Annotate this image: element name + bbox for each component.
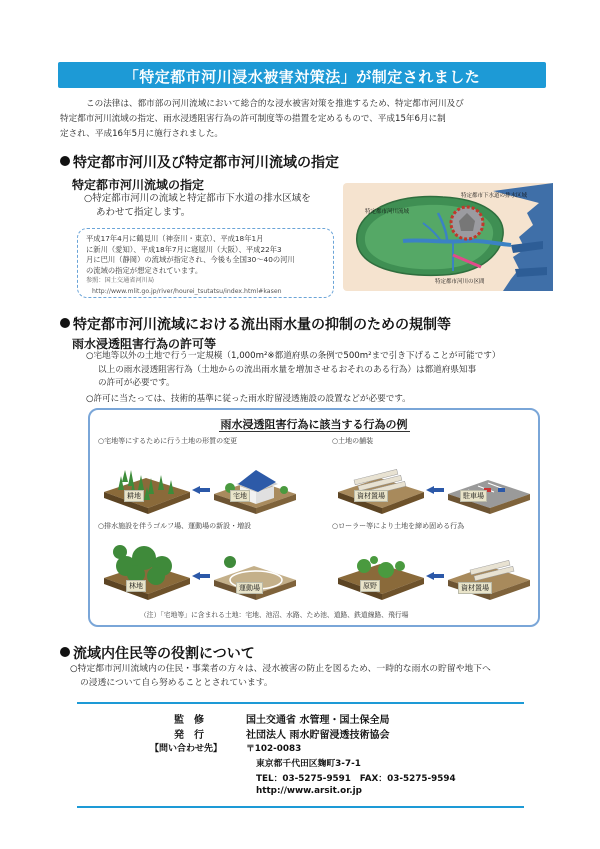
section1-text <box>84 192 311 220</box>
postal-code: 〒102-0083 <box>246 744 302 754</box>
examples-title: 雨水浸透阻害行為に該当する行為の例 <box>220 418 408 431</box>
section1-line: ○特定都市河川の流域と特定都市下水道の排水区域を <box>84 193 311 204</box>
intro-line: 定され、平成16年5月に施行されました。 <box>60 129 224 139</box>
intro-line: 特定都市河川流域の指定、雨水浸透阻害行為の許可制度等の措置を定めるもので、平成15年6月に制 <box>60 114 446 124</box>
example-caption: ○ローラー等により土地を締め固める行為 <box>332 522 465 530</box>
tel-fax: TEL：03-5275-9591 FAX：03-5275-9594 <box>256 774 456 784</box>
section3-line: の浸透について自ら努めることとされています。 <box>80 677 273 688</box>
section3-heading <box>60 643 255 663</box>
section2-subheading: 雨水浸透阻害行為の許可等 <box>72 337 217 351</box>
field-to-material-yard-illustration <box>334 532 534 604</box>
page-title: 「特定都市河川浸水被害対策法」が制定されました <box>123 68 481 86</box>
example-label-to: 資材置場 <box>458 582 492 594</box>
map-label-river: 特定都市河川流域 <box>365 209 410 215</box>
intro-line: この法律は、都市部の河川流域において総合的な浸水被害対策を推進するため、特定都市河川及び <box>86 99 464 109</box>
note-reference: 参照：国土交通省河川局 <box>86 277 155 284</box>
example-label-from: 林地 <box>126 580 146 592</box>
address: 東京都千代田区麹町3-7-1 <box>256 759 361 769</box>
publish-value: 社団法人 雨水貯留浸透技術協会 <box>246 730 390 741</box>
section2-text <box>86 350 556 391</box>
map-label-section: 特定都市河川の区間 <box>435 279 485 285</box>
section2-heading <box>60 314 451 334</box>
section1-line: あわせて指定します。 <box>96 207 191 218</box>
section2-line: ○宅地等以外の土地で行う一定規模（1,000m²※都道府県の条例で500m²まで引き下げることが可能です） <box>86 351 501 361</box>
example-caption: ○土地の舗装 <box>332 437 374 445</box>
section1-heading <box>60 152 339 172</box>
map-label-sewer: 特定都市下水道の排水区域 <box>461 193 528 199</box>
bullet-icon <box>60 647 70 657</box>
bullet-icon <box>60 318 70 328</box>
section2-line: の許可が必要です。 <box>98 378 175 388</box>
bullet-icon <box>60 156 70 166</box>
example-label-to: 駐車場 <box>460 490 487 502</box>
footer-divider <box>77 806 524 808</box>
example-label-from: 原野 <box>360 580 380 592</box>
footer-divider <box>77 702 524 704</box>
example-label-to: 宅地 <box>230 490 250 502</box>
section2-line: 以上の雨水浸透阻害行為（土地からの流出雨水量を増加させるおそれのある行為）は都道府県知事 <box>98 364 477 375</box>
note-line: に新川（愛知）、平成18年7月に寝屋川（大阪）、平成22年3 <box>86 244 282 254</box>
supervise-label: 監 修 <box>174 715 204 726</box>
note-url[interactable]: http://www.mlit.go.jp/river/hourei_tsutatsu/index.html#kasen <box>92 287 282 295</box>
example-label-from: 耕地 <box>124 490 144 502</box>
title-banner <box>58 62 546 88</box>
forest-to-sports-ground-illustration <box>100 532 300 604</box>
example-label-from: 資材置場 <box>354 490 388 502</box>
section3-heading-text: 流域内住民等の役割について <box>73 646 255 662</box>
note-line: 平成17年4月に鶴見川（神奈川・東京）、平成18年1月 <box>86 234 264 243</box>
examples-footnote: （注）「宅地等」に含まれる土地：宅地、池沼、水路、ため池、道路、鉄道線路、飛行場 <box>140 611 409 619</box>
intro-paragraph <box>60 97 546 142</box>
material-yard-to-parking-illustration <box>334 448 534 518</box>
supervise-value: 国土交通省 水管理・国土保全局 <box>246 715 390 726</box>
website-link[interactable]: http://www.arsit.or.jp <box>256 786 362 796</box>
publish-label: 発 行 <box>174 730 204 741</box>
note-line: 月に巴川（静岡）の流域が指定され、今後も全国30～40の河川 <box>86 255 295 264</box>
example-label-to: 運動場 <box>236 582 263 594</box>
section3-line: ○特定都市河川流域内の住民・事業者の方々は、浸水被害の防止を図るため、一時的な雨水の貯留や地下へ <box>70 664 491 674</box>
section1-heading-text: 特定都市河川及び特定都市河川流域の指定 <box>73 155 339 171</box>
section3-text <box>70 663 550 690</box>
section2-text2: ○許可に当たっては、技術的基準に従った雨水貯留浸透施設の設置などが必要です。 <box>86 394 411 404</box>
example-caption: ○宅地等にするために行う土地の形質の変更 <box>98 437 238 445</box>
section1-subheading: 特定都市河川流域の指定 <box>72 178 205 192</box>
farmland-to-residential-illustration <box>100 448 300 518</box>
example-caption: ○排水施設を伴うゴルフ場、運動場の新設・増設 <box>98 522 252 530</box>
section2-heading-text: 特定都市河川流域における流出雨水量の抑制のための規制等 <box>73 317 451 333</box>
contact-label: 【問い合わせ先】 <box>150 744 223 754</box>
examples-panel <box>88 408 540 627</box>
note-line: の流域の指定が想定されています。 <box>86 265 203 275</box>
designation-note-box <box>77 228 334 298</box>
watershed-map-illustration <box>343 183 553 291</box>
